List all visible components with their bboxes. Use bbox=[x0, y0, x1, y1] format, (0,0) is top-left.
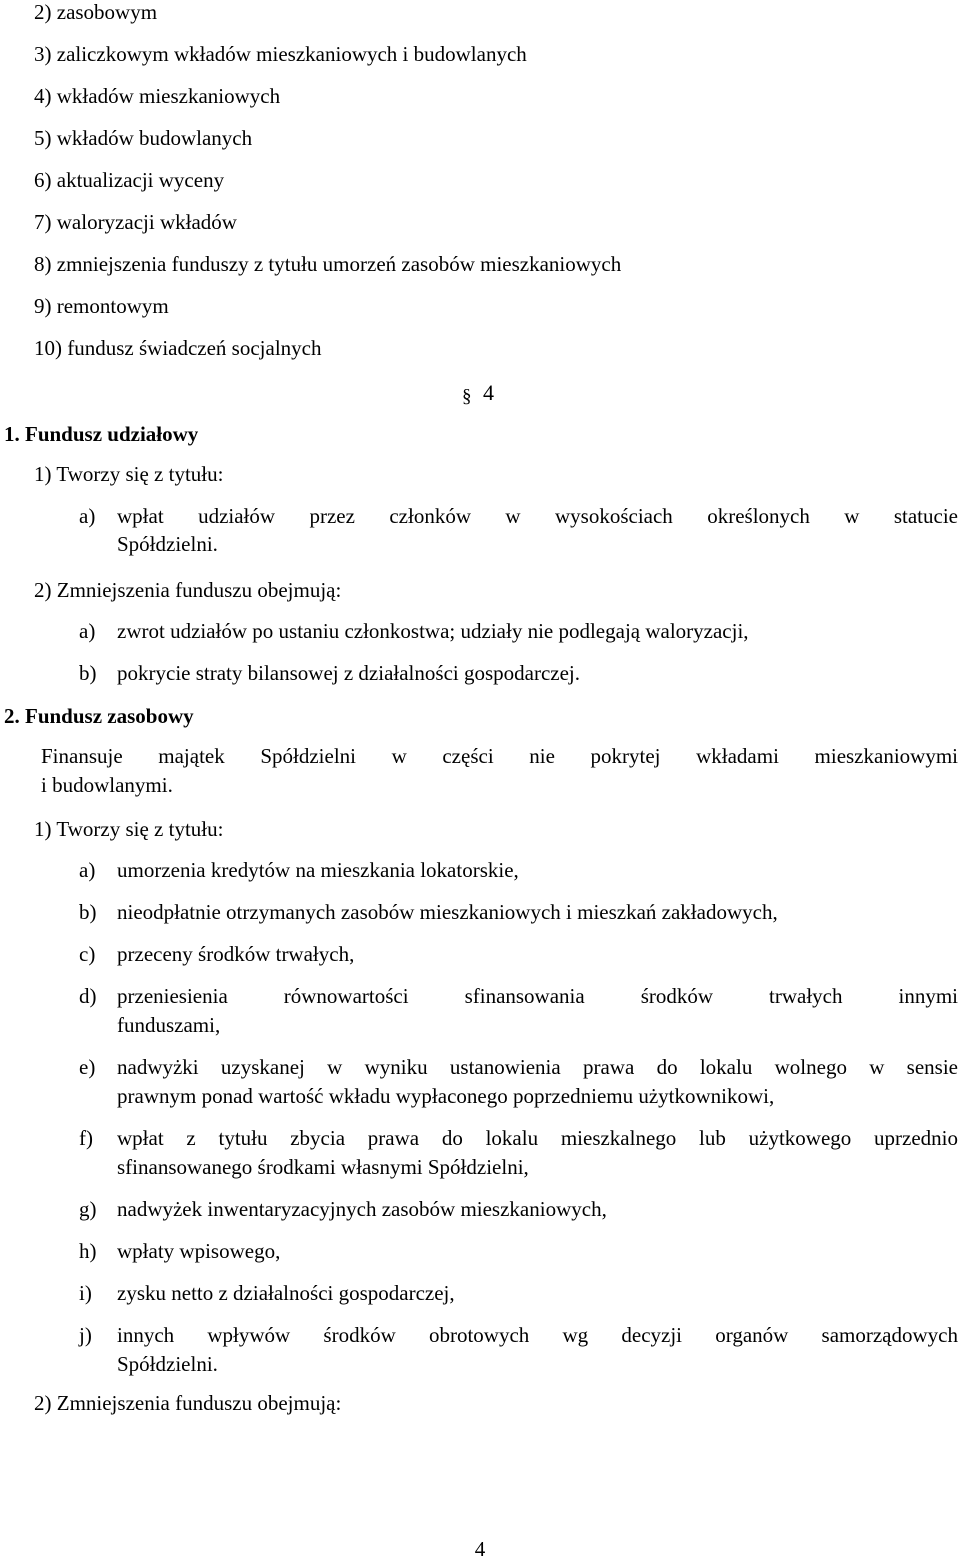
list-label: a) bbox=[79, 504, 96, 528]
fund2-title: 2. Fundusz zasobowy bbox=[4, 704, 194, 728]
list-label: j) bbox=[79, 1323, 92, 1347]
fund1-sub1: 1) Tworzy się z tytułu: bbox=[34, 462, 224, 486]
fund1-reduction-b: pokrycie straty bilansowej z działalności gospodarczej. bbox=[117, 661, 581, 685]
fund2-sub2: 2) Zmniejszenia funduszu obejmują: bbox=[34, 1391, 342, 1415]
fund2-item-line2: Spółdzielni. bbox=[117, 1352, 218, 1376]
fund2-item-line1: nadwyżki uzyskanej w wyniku ustanowienia prawa do lokalu wolnego w sensie bbox=[117, 1055, 958, 1079]
list-label: a) bbox=[79, 858, 96, 882]
page-number: 4 bbox=[474, 1537, 486, 1561]
intro-item: 3) zaliczkowym wkładów mieszkaniowych i budowlanych bbox=[34, 42, 527, 66]
fund1-a-line1: wpłat udziałów przez członków w wysokościach określonych w statucie bbox=[117, 504, 958, 528]
list-label: e) bbox=[79, 1055, 96, 1079]
fund2-item-line1: wpłaty wpisowego, bbox=[117, 1239, 281, 1263]
fund2-desc-line1: Finansuje majątek Spółdzielni w części nie pokrytej wkładami mieszkaniowymi bbox=[41, 744, 958, 768]
fund2-item-line1: wpłat z tytułu zbycia prawa do lokalu mieszkalnego lub użytkowego uprzednio bbox=[117, 1126, 958, 1150]
section-sign: § bbox=[462, 386, 472, 407]
list-label: a) bbox=[79, 619, 96, 643]
fund2-item-line1: nieodpłatnie otrzymanych zasobów mieszkaniowych i mieszkań zakładowych, bbox=[117, 900, 778, 924]
intro-item: 10) fundusz świadczeń socjalnych bbox=[34, 336, 322, 360]
list-label: b) bbox=[79, 661, 97, 685]
fund2-sub1: 1) Tworzy się z tytułu: bbox=[34, 817, 224, 841]
fund2-item-line2: prawnym ponad wartość wkładu wypłaconego poprzedniemu użytkownikowi, bbox=[117, 1084, 775, 1108]
list-label: b) bbox=[79, 900, 97, 924]
fund1-a-line2: Spółdzielni. bbox=[117, 532, 218, 556]
section-heading bbox=[462, 381, 494, 407]
list-label: c) bbox=[79, 942, 96, 966]
intro-item: 6) aktualizacji wyceny bbox=[34, 168, 225, 192]
list-label: h) bbox=[79, 1239, 97, 1263]
intro-item: 4) wkładów mieszkaniowych bbox=[34, 84, 281, 108]
intro-item: 8) zmniejszenia funduszy z tytułu umorzeń zasobów mieszkaniowych bbox=[34, 252, 622, 276]
list-label: f) bbox=[79, 1126, 93, 1150]
fund1-reduction-a: zwrot udziałów po ustaniu członkostwa; udziały nie podlegają waloryzacji, bbox=[117, 619, 749, 643]
intro-item: 9) remontowym bbox=[34, 294, 169, 318]
fund2-item-line1: przeniesienia równowartości sfinansowania środków trwałych innymi bbox=[117, 984, 958, 1008]
fund1-title: 1. Fundusz udziałowy bbox=[4, 422, 199, 446]
intro-item: 2) zasobowym bbox=[34, 0, 158, 24]
list-label: i) bbox=[79, 1281, 92, 1305]
fund2-desc-line2: i budowlanymi. bbox=[41, 773, 173, 797]
fund2-item-line1: nadwyżek inwentaryzacyjnych zasobów mieszkaniowych, bbox=[117, 1197, 607, 1221]
fund2-item-line2: sfinansowanego środkami własnymi Spółdzielni, bbox=[117, 1155, 529, 1179]
fund2-item-line1: zysku netto z działalności gospodarczej, bbox=[117, 1281, 455, 1305]
fund2-item-line1: innych wpływów środków obrotowych wg decyzji organów samorządowych bbox=[117, 1323, 958, 1347]
intro-item: 7) waloryzacji wkładów bbox=[34, 210, 237, 234]
fund2-item-line2: funduszami, bbox=[117, 1013, 221, 1037]
intro-item: 5) wkładów budowlanych bbox=[34, 126, 253, 150]
fund2-item-line1: przeceny środków trwałych, bbox=[117, 942, 355, 966]
list-label: d) bbox=[79, 984, 97, 1008]
list-label: g) bbox=[79, 1197, 97, 1221]
fund2-item-line1: umorzenia kredytów na mieszkania lokatorskie, bbox=[117, 858, 519, 882]
fund1-sub2: 2) Zmniejszenia funduszu obejmują: bbox=[34, 578, 342, 602]
section-number: 4 bbox=[483, 380, 494, 405]
